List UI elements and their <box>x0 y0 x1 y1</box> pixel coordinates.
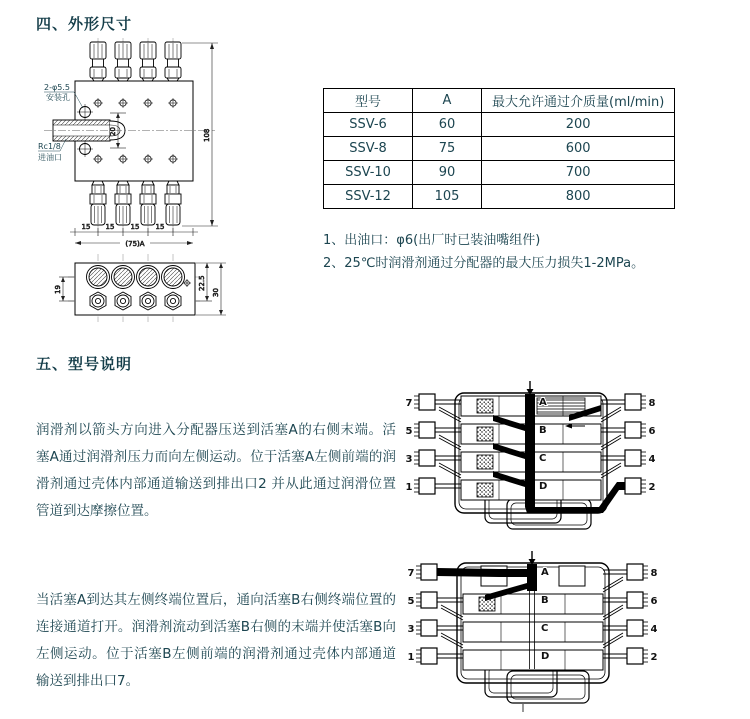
outlet-number-7: 7 <box>407 568 415 579</box>
outlet-number-8: 8 <box>650 568 658 579</box>
cell-a: 60 <box>413 113 482 137</box>
section4-title: 四、外形尺寸 <box>36 15 133 33</box>
dim-22-5 <box>196 263 212 301</box>
section5-title: 五、型号说明 <box>36 355 133 373</box>
svg-text:20: 20 <box>109 127 117 136</box>
outlet-number-3: 3 <box>407 624 415 635</box>
cell-model: SSV-10 <box>324 161 413 185</box>
svg-text:108: 108 <box>203 128 211 142</box>
schematic-diagram-1 <box>403 381 658 536</box>
callout-inlet <box>38 139 66 162</box>
dim-19 <box>54 277 74 301</box>
cell-model: SSV-12 <box>324 185 413 209</box>
outlet-number-5: 5 <box>407 596 415 607</box>
outlet-number-6: 6 <box>648 426 656 437</box>
outlet-number-2: 2 <box>648 482 656 493</box>
piston-label-d: D <box>539 481 548 492</box>
svg-text:22.5: 22.5 <box>198 275 206 291</box>
piston-label-a: A <box>541 567 549 578</box>
outlet-number-1: 1 <box>407 652 415 663</box>
outlet-number-2: 2 <box>650 652 658 663</box>
col-header-a: A <box>413 89 482 113</box>
svg-text:15: 15 <box>130 223 140 231</box>
dimension-drawing <box>30 36 270 348</box>
svg-text:进油口: 进油口 <box>38 153 62 162</box>
schematic-diagram-2 <box>405 551 660 713</box>
piston-label-b: B <box>539 425 547 436</box>
outlet-number-6: 6 <box>650 596 658 607</box>
outlet-number-8: 8 <box>648 398 656 409</box>
piston-label-c: C <box>541 623 549 634</box>
svg-text:(75)A: (75)A <box>125 240 145 248</box>
svg-text:15: 15 <box>105 223 115 231</box>
svg-text:安装孔: 安装孔 <box>46 93 70 102</box>
note-pressure-loss: 2、25℃时润滑剂通过分配器的最大压力损失1-2MPa。 <box>323 256 645 271</box>
svg-text:2-φ5.5: 2-φ5.5 <box>44 83 70 92</box>
bottom-fittings <box>90 181 181 225</box>
table-row <box>324 137 675 161</box>
col-header-model: 型号 <box>324 89 413 113</box>
cell-flow: 200 <box>482 113 675 137</box>
piston-label-a: A <box>539 397 547 408</box>
col-header-flow: 最大允许通过介质量(ml/min) <box>482 89 675 113</box>
svg-text:15: 15 <box>155 223 165 231</box>
top-fittings <box>90 42 181 81</box>
svg-text:30: 30 <box>212 288 220 297</box>
cell-a: 75 <box>413 137 482 161</box>
table-row <box>324 113 675 137</box>
outlet-number-4: 4 <box>650 624 658 635</box>
cell-a: 90 <box>413 161 482 185</box>
piston-label-c: C <box>539 453 547 464</box>
dim-75a <box>75 238 193 248</box>
cell-flow: 800 <box>482 185 675 209</box>
notes <box>323 229 644 275</box>
svg-text:Rc1/8: Rc1/8 <box>38 142 61 151</box>
outlet-number-1: 1 <box>405 482 413 493</box>
table-row <box>324 161 675 185</box>
outlet-number-4: 4 <box>648 454 656 465</box>
cell-flow: 600 <box>482 137 675 161</box>
piston-label-b: B <box>541 595 549 606</box>
outlet-number-3: 3 <box>405 454 413 465</box>
working-principle-para2: 当活塞A到达其左侧终端位置后，通向活塞B右侧终端位置的连接通道打开。润滑剂流动到活塞B右侧的末端并使活塞B向左侧运动。位于活塞B左侧前端的润滑剂通过壳体内部通道输送到排出口7。 <box>36 592 396 689</box>
svg-text:19: 19 <box>54 285 62 294</box>
cell-flow: 700 <box>482 161 675 185</box>
table-header-row <box>324 89 675 113</box>
cell-model: SSV-8 <box>324 137 413 161</box>
piston-label-d: D <box>541 651 550 662</box>
note-outlet: 1、出油口：φ6(出厂时已装油嘴组件) <box>323 233 541 248</box>
cell-a: 105 <box>413 185 482 209</box>
outlet-number-5: 5 <box>405 426 413 437</box>
outlet-number-7: 7 <box>405 398 413 409</box>
cell-model: SSV-6 <box>324 113 413 137</box>
table-row <box>324 185 675 209</box>
svg-text:15: 15 <box>81 223 91 231</box>
working-principle-para1: 润滑剂以箭头方向进入分配器压送到活塞A的右侧末端。活塞A通过润滑剂压力而向左侧运动。位于活塞A左侧前端的润滑剂通过壳体内部通道输送到排出口2 并从此通过润滑位置管道到达摩擦位置。 <box>36 422 396 519</box>
spec-table <box>323 88 675 209</box>
